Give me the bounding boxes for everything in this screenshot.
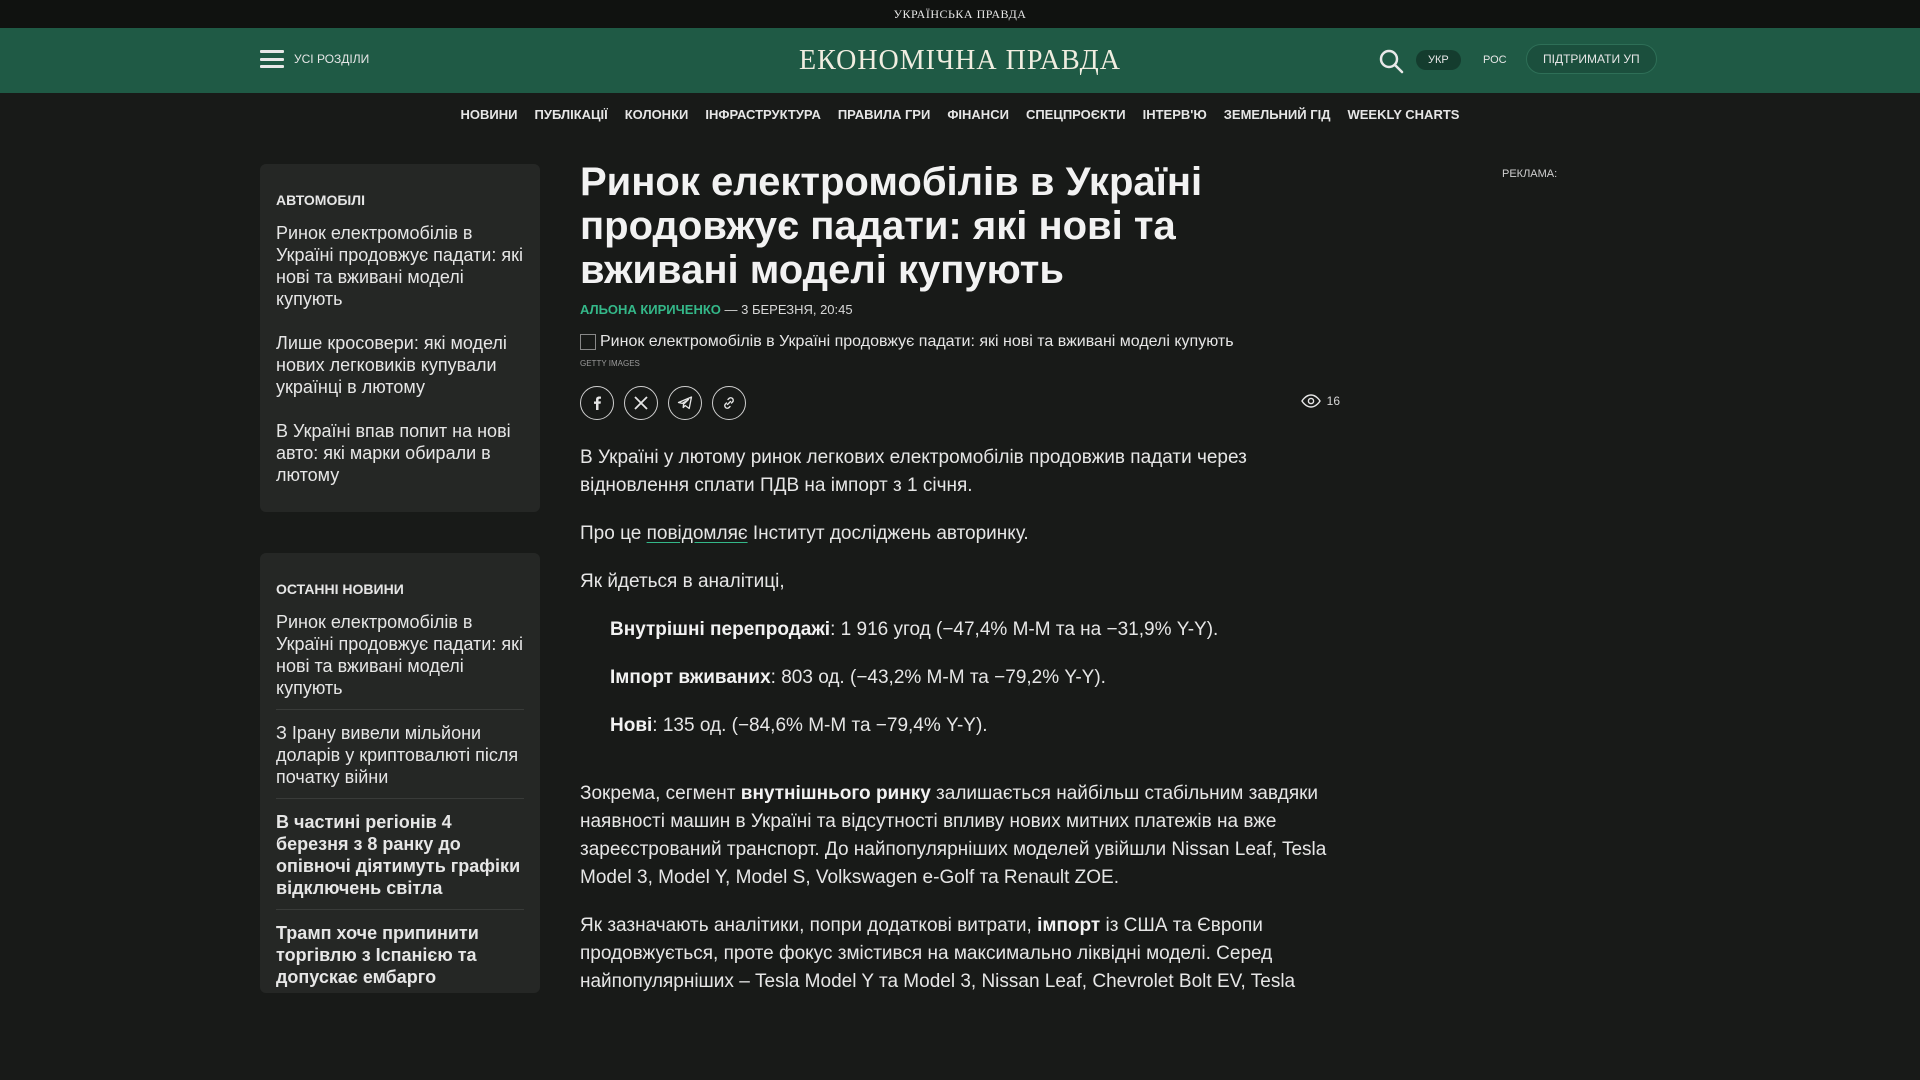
nav-finance[interactable]: ФІНАНСИ	[947, 106, 1009, 122]
nav-infrastructure[interactable]: ІНФРАСТРУКТУРА	[705, 106, 821, 122]
stat-line: Внутрішні перепродажі: 1 916 угод (−47,4% М-М та на −31,9% Y-Y).	[610, 619, 1219, 640]
article-meta	[580, 302, 1340, 317]
nav-publications[interactable]: ПУБЛІКАЦІЇ	[534, 106, 608, 122]
auto-list-item[interactable]: В Україні впав попит на нові авто: які марки обирали в лютому	[276, 421, 511, 485]
article-body	[580, 444, 1340, 996]
view-count: 16	[1326, 394, 1340, 408]
site-logo[interactable]: ЕКОНОМІЧНА ПРАВДА	[799, 45, 1121, 76]
article-image	[580, 333, 1340, 351]
lang-ukr-button[interactable]: УКР	[1416, 50, 1461, 70]
stat-line: Нові: 135 од. (−84,6% М-М та −79,4% Y-Y).	[610, 715, 988, 736]
share-bar	[580, 386, 1340, 420]
auto-list-item[interactable]: Лише кросовери: які моделі нових легковиків купували українці в лютому	[276, 333, 507, 397]
copy-link-button[interactable]	[712, 386, 746, 420]
category-nav	[0, 93, 1920, 135]
all-sections-label: УСІ РОЗДІЛИ	[294, 52, 370, 66]
latest-news-item[interactable]: В частині регіонів 4 березня з 8 ранку до опівночі діятимуть графіки відключень світла	[276, 811, 524, 910]
article-paragraph: В Україні у лютому ринок легкових електромобілів продовжив падати через відновлення сплати ПДВ на імпорт з 1 січня.	[580, 447, 1247, 496]
nav-news[interactable]: НОВИНИ	[460, 106, 518, 122]
view-counter	[1301, 394, 1340, 408]
search-icon[interactable]	[1378, 48, 1404, 74]
nav-columns[interactable]: КОЛОНКИ	[624, 106, 689, 122]
article-paragraph: Як зазначають аналітики, попри додаткові витрати, імпорт із США та Європи продовжується, проте фокус змістився на максимально ліквідні моделі. Серед найпопулярніших – Tesla Model Y та Model 3, Nissan Leaf, Chevrolet Bolt EV, Tesla	[580, 915, 1296, 992]
all-sections-button[interactable]	[260, 50, 369, 68]
article-paragraph: Зокрема, сегмент внутнішнього ринку залишається найбільш стабільним завдяки наявності машин в Україні та відсутності впливу нових митних платежів на вже зареєстрований транспорт. До найпопулярніших моделей увійшли Nissan Leaf, Tesla Model 3, Model Y, Model S, Volkswagen e-Golf та Renault ZOE.	[580, 783, 1327, 888]
article-image-alt: Ринок електромобілів в Україні продовжує падати: які нові та вживані моделі купують	[600, 333, 1234, 350]
auto-list-item[interactable]: Ринок електромобілів в Україні продовжує падати: які нові та вживані моделі купують	[276, 223, 523, 309]
telegram-icon	[677, 395, 693, 411]
latest-news-item[interactable]: Трамп хоче припинити торгівлю з Іспанією та допускає ембарго	[276, 922, 524, 993]
x-icon	[634, 396, 648, 410]
site-header	[0, 28, 1920, 93]
lang-ros-button[interactable]: РОС	[1483, 54, 1507, 66]
eye-icon	[1301, 394, 1321, 408]
article-paragraph: Про це повідомляє Інститут досліджень авторинку.	[580, 523, 1029, 544]
telegram-share-button[interactable]	[668, 386, 702, 420]
nav-weekly-charts[interactable]: WEEKLY CHARTS	[1347, 106, 1460, 122]
latest-news-card	[260, 553, 540, 993]
image-credit: GETTY IMAGES	[580, 359, 640, 368]
facebook-share-button[interactable]	[580, 386, 614, 420]
article-paragraph: Як йдеться в аналітиці,	[580, 571, 785, 592]
link-icon	[721, 395, 737, 411]
author-link[interactable]: АЛЬОНА КИРИЧЕНКО	[580, 302, 721, 317]
menu-icon	[260, 50, 284, 68]
facebook-icon	[589, 395, 605, 411]
stat-line: Імпорт вживаних: 803 од. (−43,2% М-М та −79,2% Y-Y).	[610, 667, 1106, 688]
top-bar	[0, 0, 1920, 28]
nav-special-projects[interactable]: СПЕЦПРОЄКТИ	[1025, 106, 1126, 122]
nav-interview[interactable]: ІНТЕРВ'Ю	[1142, 106, 1207, 122]
publish-date: — 3 БЕРЕЗНЯ, 20:45	[724, 302, 853, 317]
article	[580, 160, 1340, 1016]
source-link[interactable]: повідомляє	[646, 523, 748, 544]
up-brand-link[interactable]: УКРАЇНСЬКА ПРАВДА	[893, 6, 1027, 21]
auto-section-title[interactable]: АВТОМОБІЛІ	[276, 192, 365, 208]
nav-rules[interactable]: ПРАВИЛА ГРИ	[837, 106, 931, 122]
article-title: Ринок електромобілів в Україні продовжує падати: які нові та вживані моделі купують	[580, 160, 1203, 292]
latest-news-item[interactable]: Ринок електромобілів в Україні продовжує падати: які нові та вживані моделі купують	[276, 611, 524, 710]
latest-news-item[interactable]: З Ірану вивели мільйони доларів у криптовалюті після початку війни	[276, 722, 524, 799]
broken-image-icon	[580, 334, 596, 350]
support-button[interactable]: ПІДТРИМАТИ УП	[1526, 44, 1657, 74]
nav-land-guide[interactable]: ЗЕМЕЛЬНИЙ ГІД	[1223, 106, 1331, 122]
ad-label: РЕКЛАМА:	[1502, 168, 1558, 180]
x-share-button[interactable]	[624, 386, 658, 420]
latest-news-title[interactable]: ОСТАННІ НОВИНИ	[276, 581, 404, 597]
auto-section-card	[260, 164, 540, 512]
